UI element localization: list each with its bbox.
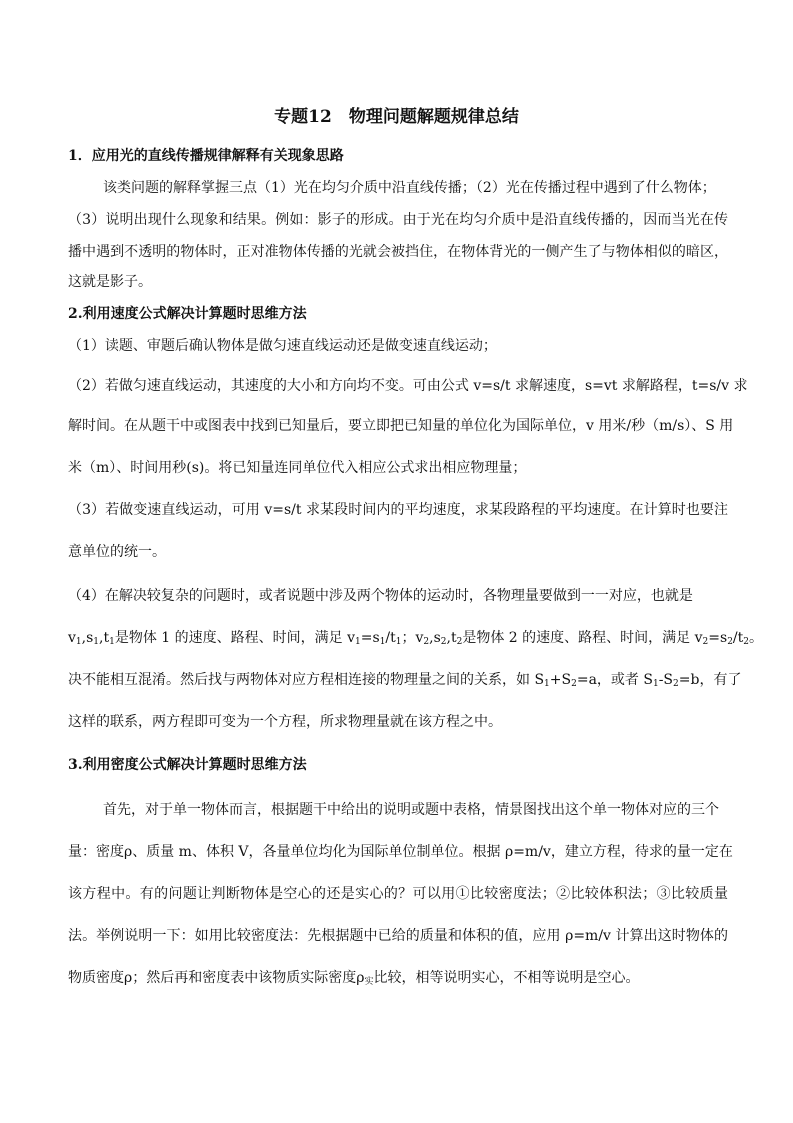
section-2-line-5: （3）若做变速直线运动，可用 v=s/t 求某段时间内的平均速度，求某段路程的平均速度。在计算时也要注 (68, 502, 728, 518)
section-3-line-3: 该方程中。有的问题让判断物体是空心的还是实心的？可以用①比较密度法；②比较体积法；③比较质量 (68, 886, 728, 902)
section-2-relation-line: 决不能相互混淆。然后找与两物体对应方程相连接的物理量之间的关系，如 $S_1+S_2=a$，或者 $S_1-S_2=b$，有了 (68, 672, 742, 689)
section-2-heading: 2.利用速度公式解决计算题时思维方法 (68, 306, 307, 322)
section-3-line-5: 物质密度ρ；然后再和密度表中该物质实际密度$\rho_实$比较，相等说明实心，不相等说明是空心。 (68, 970, 640, 987)
section-1-heading: 1．应用光的直线传播规律解释有关现象思路 (68, 148, 344, 164)
section-1-line-4: 这就是影子。 (68, 274, 152, 290)
section-3-line-2: 量：密度ρ、质量 m、体积 V，各量单位均化为国际单位制单位。根据 ρ=m/v，建立方程，待求的量一定在 (68, 844, 733, 860)
section-2-line-3: 解时间。在从题干中或图表中找到已知量后，要立即把已知量的单位化为国际单位，v 用米/秒（m/s）、S 用 (68, 418, 734, 434)
section-2-line-2: （2）若做匀速直线运动，其速度的大小和方向均不变。可由公式 v=s/t 求解速度，s=vt 求解路程，t=s/v 求 (68, 378, 748, 394)
section-1-line-1: 该类问题的解释掌握三点（1）光在均匀介质中沿直线传播；（2）光在传播过程中遇到了什么物体； (103, 180, 716, 196)
section-2-formula-line: $v_1,s_1,t_1$是物体 1 的速度、路程、时间，满足 $v_1=s_1/t_1$；$v_2,s_2,t_2$是物体 2 的速度、路程、时间，满足 $v_2=s_2/t_2$。 (68, 630, 763, 647)
section-3-line-4: 法。举例说明一下：如用比较密度法：先根据题中已给的质量和体积的值，应用 ρ=m/v 计算出这时物体的 (68, 928, 728, 944)
section-2-line-8: 这样的联系，两方程即可变为一个方程，所求物理量就在该方程之中。 (68, 714, 502, 730)
section-1-line-2: （3）说明出现什么现象和结果。例如：影子的形成。由于光在均匀介质中是沿直线传播的，因而当光在传 (68, 212, 728, 228)
section-2-line-4: 米（m）、时间用秒(s)。将已知量连同单位代入相应公式求出相应物理量； (68, 460, 527, 476)
section-2-line-7: （4）在解决较复杂的问题时，或者说题中涉及两个物体的运动时，各物理量要做到一一对应，也就是 (68, 588, 693, 604)
section-2-line-6: 意单位的统一。 (68, 544, 166, 560)
document-title: 专题12 物理问题解题规律总结 (274, 107, 519, 127)
section-2-line-1: （1）读题、审题后确认物体是做匀速直线运动还是做变速直线运动； (68, 338, 497, 354)
section-3-line-1: 首先，对于单一物体而言，根据题干中给出的说明或题中表格，情景图找出这个单一物体对应的三个 (103, 802, 719, 818)
section-3-heading: 3.利用密度公式解决计算题时思维方法 (68, 757, 307, 773)
section-1-line-3: 播中遇到不透明的物体时，正对准物体传播的光就会被挡住，在物体背光的一侧产生了与物体相似的暗区， (68, 244, 728, 260)
